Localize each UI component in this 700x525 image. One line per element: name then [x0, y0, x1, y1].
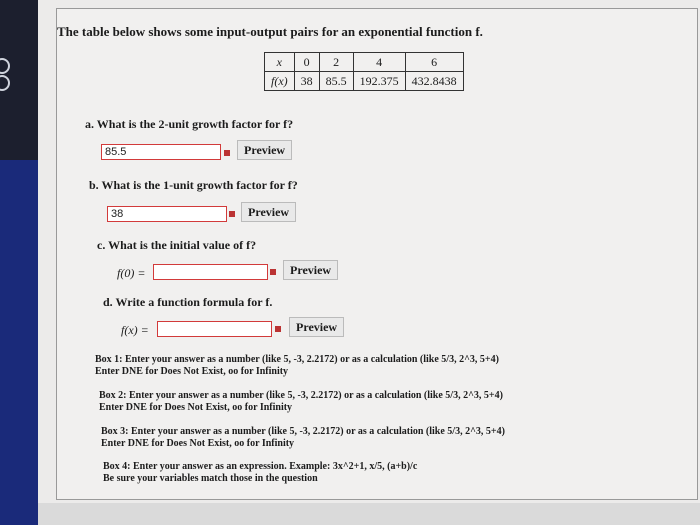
table-row	[265, 53, 464, 72]
table-cell: 6	[405, 53, 463, 72]
table-cell: 4	[353, 53, 405, 72]
answer-b-input[interactable]: 38	[107, 206, 227, 222]
table-cell: 192.375	[353, 72, 405, 91]
fx-label: f(x) =	[121, 323, 149, 337]
page-footer-band	[38, 503, 700, 525]
help-line: Enter DNE for Does Not Exist, oo for Infinity	[95, 366, 289, 377]
preview-a-button[interactable]: Preview	[237, 140, 292, 160]
table-cell: x	[265, 53, 295, 72]
question-c: c. What is the initial value of f?	[97, 238, 257, 252]
status-icon	[224, 150, 230, 156]
help-line: Box 1: Enter your answer as a number (like 5, -3, 2.2172) or as a calculation (like 5/3, 2^3, 5+4)	[95, 354, 499, 365]
help-line: Box 2: Enter your answer as a number (like 5, -3, 2.2172) or as a calculation (like 5/3, 2^3, 5+4)	[99, 390, 503, 401]
table-cell: 85.5	[319, 72, 353, 91]
help-line: Enter DNE for Does Not Exist, oo for Infinity	[99, 402, 293, 413]
answer-c-input[interactable]	[153, 264, 268, 280]
preview-b-button[interactable]: Preview	[241, 202, 296, 222]
preview-d-button[interactable]: Preview	[289, 317, 344, 337]
input-output-table	[264, 52, 464, 91]
window-edge	[0, 0, 40, 525]
help-line: Box 3: Enter your answer as a number (like 5, -3, 2.2172) or as a calculation (like 5/3, 2^3, 5+4)	[101, 426, 505, 437]
help-line: Be sure your variables match those in the question	[103, 473, 318, 484]
table-cell: f(x)	[265, 72, 295, 91]
page	[38, 0, 700, 525]
help-line: Box 4: Enter your answer as an expression. Example: 3x^2+1, x/5, (a+b)/c	[103, 461, 418, 472]
answer-a-input[interactable]: 85.5	[101, 144, 221, 160]
f0-label: f(0) =	[117, 266, 146, 280]
question-b: b. What is the 1-unit growth factor for f?	[89, 178, 298, 192]
question-d: d. Write a function formula for f.	[103, 295, 273, 309]
problem-intro: The table below shows some input-output pairs for an exponential function f.	[57, 24, 483, 39]
box-2-help	[99, 390, 503, 414]
status-icon	[275, 326, 281, 332]
status-icon	[270, 269, 276, 275]
table-cell: 432.8438	[405, 72, 463, 91]
preview-c-button[interactable]: Preview	[283, 260, 338, 280]
answer-d-input[interactable]	[157, 321, 272, 337]
help-line: Enter DNE for Does Not Exist, oo for Infinity	[101, 438, 295, 449]
status-icon	[229, 211, 235, 217]
problem-panel	[56, 8, 698, 500]
table-cell: 38	[294, 72, 319, 91]
box-3-help	[101, 426, 505, 450]
box-4-help	[103, 461, 417, 485]
table-cell: 2	[319, 53, 353, 72]
table-cell: 0	[294, 53, 319, 72]
box-1-help	[95, 354, 499, 378]
question-a: a. What is the 2-unit growth factor for f?	[85, 117, 294, 131]
table-row	[265, 72, 464, 91]
